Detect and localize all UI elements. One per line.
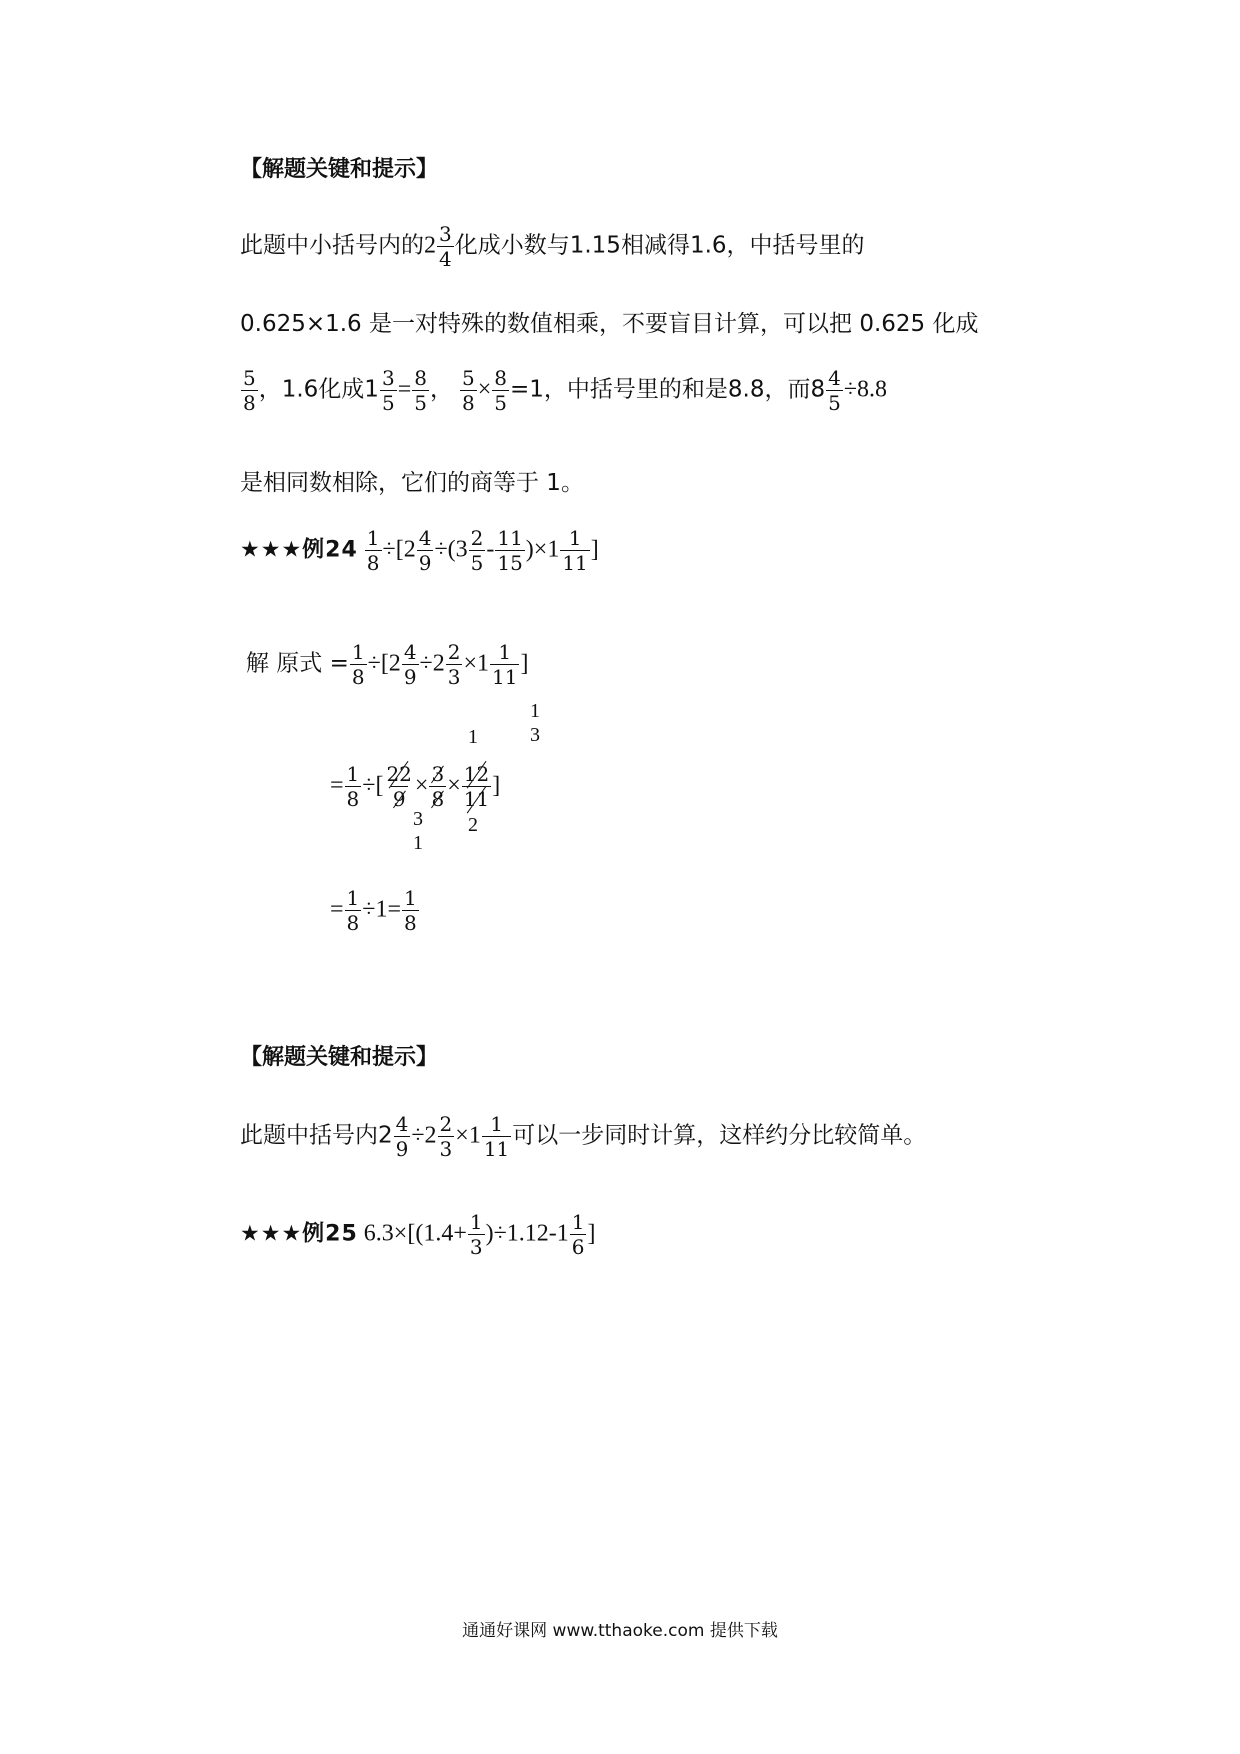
fraction: $\frac{1}{11}$ — [483, 1112, 510, 1161]
hint2-paragraph: 此题中括号内2 $\frac{4}{9}$ ÷2 $\frac{2}{3}$ ×1 $\frac{1}{11}$ 可以一步同时计算，这样约分比较简单。 — [240, 1112, 927, 1161]
fraction: $\frac{8}{5}$ — [494, 366, 507, 415]
fraction: $\frac{1}{6}$ — [571, 1210, 585, 1259]
fraction: $\frac{2}{3}$ — [439, 1112, 453, 1161]
fraction: $\frac{1}{8}$ — [346, 886, 360, 935]
fraction: $\frac{2}{5}$ — [470, 526, 484, 575]
fraction: $\frac{11}{15}$ — [497, 526, 523, 575]
fraction: $\frac{4}{9}$ — [403, 640, 417, 689]
hint1-paragraph-line4: 是相同数相除，它们的商等于 1。 — [240, 470, 584, 496]
fraction: $\frac{5}{8}$ — [243, 366, 256, 415]
solution-24-line1: 解 原式 = $\frac{1}{8}$ ÷[2 $\frac{4}{9}$ ÷2 $\frac{2}{3}$ ×1 $\frac{1}{11}$ ] — [246, 640, 529, 689]
fraction: $\frac{1}{8}$ — [346, 762, 360, 811]
fraction: $\frac{1}{8}$ — [366, 526, 380, 575]
example-24-label: ★★★例24 — [240, 537, 358, 563]
solution-24-line2: = $\frac{1}{8}$ ÷[ $\frac{22}{9}$ × $\frac{3}{8}$ × $\frac{12}{11}$ ] — [330, 762, 501, 811]
fraction: $\frac{4}{9}$ — [395, 1112, 409, 1161]
fraction: $\frac{3}{5}$ — [381, 366, 395, 415]
fraction-cancelled: $\frac{22}{9}$ — [386, 762, 412, 811]
fraction: $\frac{1}{3}$ — [469, 1210, 483, 1259]
example-25-label: ★★★例25 — [240, 1221, 358, 1247]
fraction: $\frac{5}{8}$ — [461, 366, 475, 415]
page-footer: 通通好课网 www.tthaoke.com 提供下载 — [462, 1621, 778, 1641]
fraction: $\frac{4}{5}$ — [828, 366, 841, 415]
fraction: $\frac{1}{8}$ — [351, 640, 365, 689]
fraction: $\frac{4}{9}$ — [418, 526, 432, 575]
cancel-note: 1 — [468, 726, 478, 748]
example-25-problem: ★★★例25 6.3×[(1.4+ $\frac{1}{3}$ )÷1.12-1 $\frac{1}{6}$ ] — [240, 1210, 596, 1259]
cancel-note: 1 — [530, 700, 540, 722]
fraction: $\frac{2}{3}$ — [447, 640, 461, 689]
cancel-note: 1 — [413, 832, 423, 854]
hint-heading-1: 【解题关键和提示】 — [240, 157, 439, 182]
hint1-paragraph-line2: 0.625×1.6 是一对特殊的数值相乘，不要盲目计算，可以把 0.625 化成 — [240, 311, 979, 337]
hint1-paragraph-line1: 此题中小括号内的2 $\frac{3}{4}$ 化成小数与1.15相减得1.6，中括号里的 — [240, 222, 865, 271]
hint-heading-2: 【解题关键和提示】 — [240, 1045, 439, 1070]
cancel-note: 2 — [468, 814, 478, 836]
fraction: $\frac{1}{11}$ — [562, 526, 588, 575]
hint1-paragraph-line3: $\frac{5}{8}$ ，1.6化成1 $\frac{3}{5}$ = $\frac{8}{5}$ ， $\frac{5}{8}$ × $\frac{8}{5}$ =1，中括号里的和是8.8，而8 $\frac{4}{5}$ ÷8.8 — [243, 366, 888, 415]
fraction: $\frac{3}{4}$ — [439, 222, 452, 271]
solution-24-line3: = $\frac{1}{8}$ ÷1= $\frac{1}{8}$ — [330, 886, 417, 935]
cancel-note: 3 — [530, 724, 540, 746]
example-24-problem: ★★★例24 $\frac{1}{8}$ ÷[2 $\frac{4}{9}$ ÷(3 $\frac{2}{5}$ - $\frac{11}{15}$ )×1 $\frac{1}{11}$ ] — [240, 526, 599, 575]
fraction: $\frac{8}{5}$ — [414, 366, 427, 415]
fraction: $\frac{1}{11}$ — [492, 640, 518, 689]
cancel-note: 3 — [413, 808, 423, 830]
fraction-cancelled: $\frac{12}{11}$ — [463, 762, 490, 811]
fraction-cancelled: $\frac{3}{8}$ — [431, 762, 445, 811]
fraction: $\frac{1}{8}$ — [404, 886, 417, 935]
